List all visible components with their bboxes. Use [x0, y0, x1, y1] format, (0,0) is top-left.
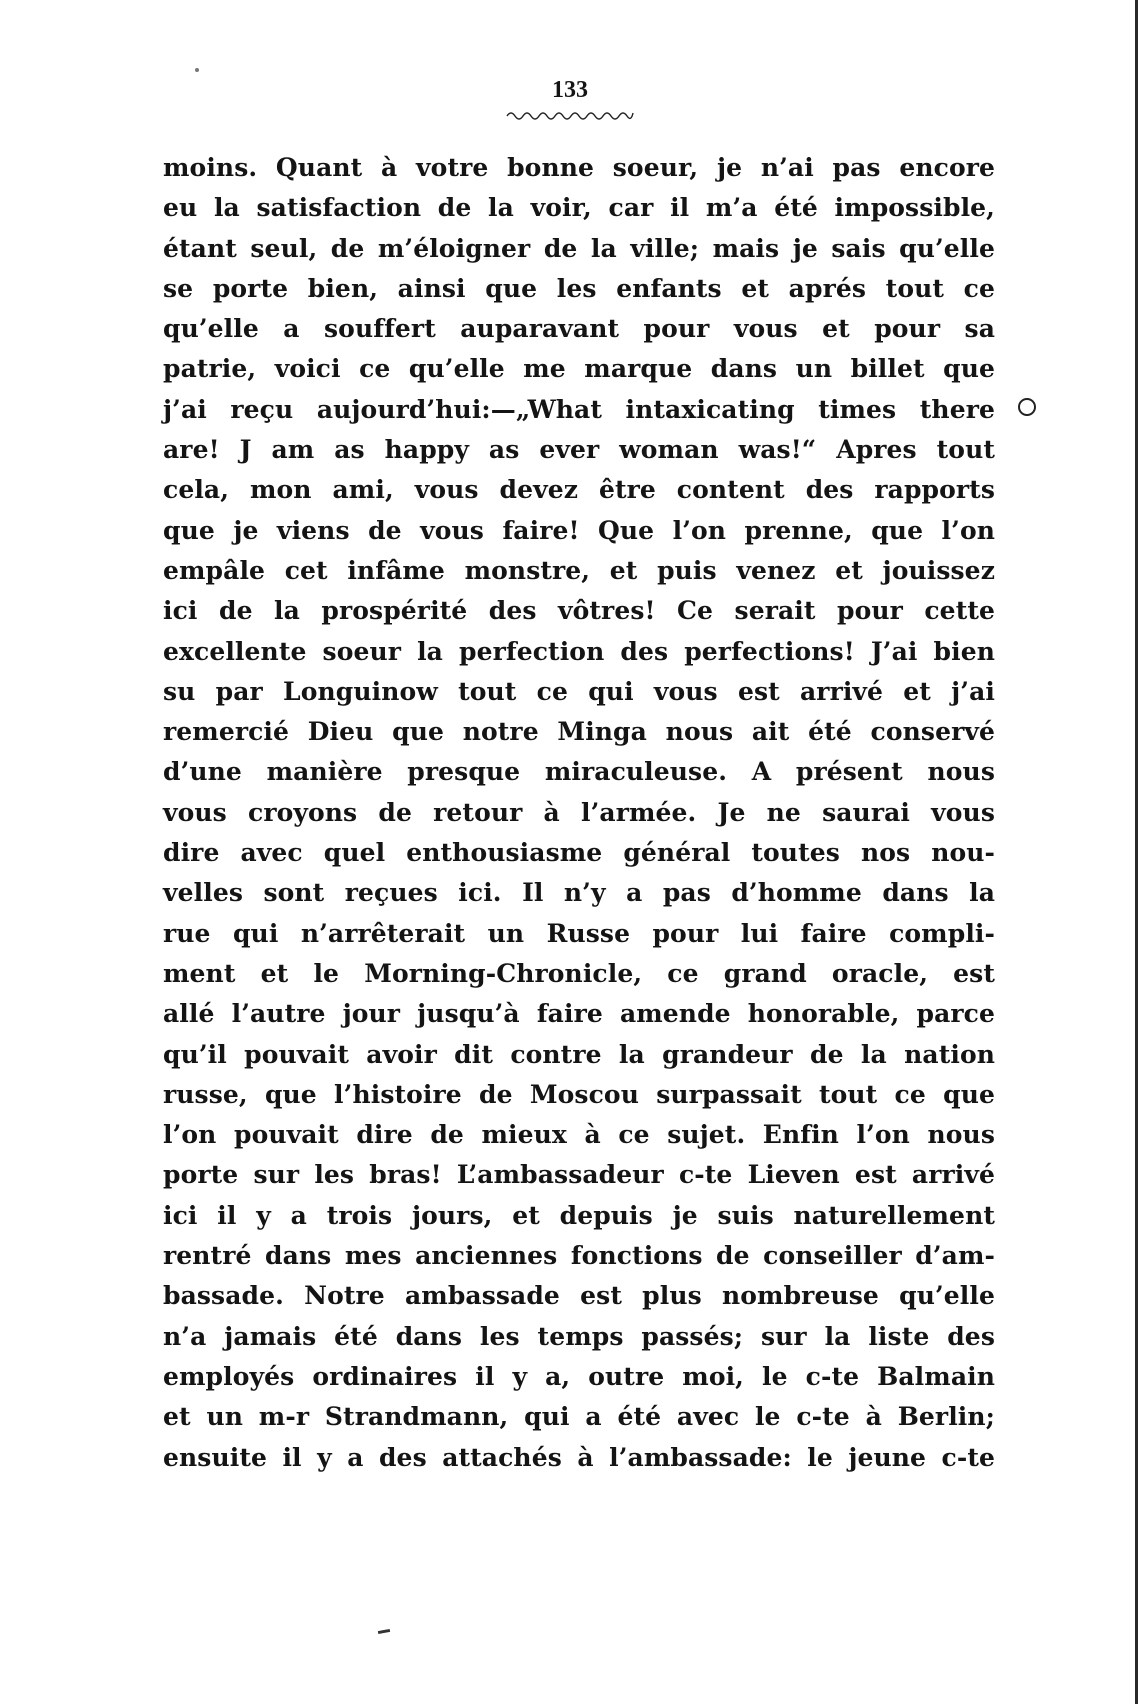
text-line: j’ai reçu aujourd’hui:—„What intaxicating times there — [163, 394, 995, 424]
print-speck — [195, 68, 199, 72]
text-line: n’a jamais été dans les temps passés; sur la liste des — [163, 1321, 995, 1351]
text-line: d’une manière presque miraculeuse. A présent nous — [163, 757, 995, 787]
text-line: vous croyons de retour à l’armée. Je ne saurai vous — [163, 797, 995, 827]
text-line: velles sont reçues ici. Il n’y a pas d’homme dans la — [163, 878, 995, 908]
text-line: bassade. Notre ambassade est plus nombreuse qu’elle — [163, 1281, 995, 1311]
text-line: su par Longuinow tout ce qui vous est arrivé et j’ai — [163, 676, 995, 706]
text-line: ici il y a trois jours, et depuis je suis naturellement — [163, 1200, 995, 1230]
text-line: dire avec quel enthousiasme général toutes nos nou- — [163, 838, 995, 868]
text-line: étant seul, de m’éloigner de la ville; mais je sais qu’elle — [163, 233, 995, 263]
text-line: excellente soeur la perfection des perfections! J’ai bien — [163, 636, 995, 666]
text-line: que je viens de vous faire! Que l’on prenne, que l’on — [163, 515, 995, 545]
text-line: eu la satisfaction de la voir, car il m’a été impossible, — [163, 193, 995, 223]
body-text — [163, 148, 995, 1478]
text-line: russe, que l’histoire de Moscou surpassait tout ce que — [163, 1079, 995, 1109]
page-number: 133 — [552, 77, 588, 103]
text-line: cela, mon ami, vous devez être content des rapports — [163, 475, 995, 505]
text-line: porte sur les bras! L’ambassadeur c-te Lieven est arrivé — [163, 1160, 995, 1190]
text-line: ici de la prospérité des vôtres! Ce serait pour cette — [163, 596, 995, 626]
text-line: remercié Dieu que notre Minga nous ait été conservé — [163, 717, 995, 747]
text-line: rentré dans mes anciennes fonctions de conseiller d’am- — [163, 1241, 995, 1271]
text-line: employés ordinaires il y a, outre moi, le c-te Balmain — [163, 1361, 995, 1391]
text-line: moins. Quant à votre bonne soeur, je n’ai pas encore — [163, 153, 995, 182]
text-line: are! J am as happy as ever woman was!“ Apres tout — [163, 435, 995, 465]
text-line: qu’il pouvait avoir dit contre la grandeur de la nation — [163, 1039, 995, 1069]
text-line: ensuite il y a des attachés à l’ambassade: le jeune c-te — [163, 1442, 995, 1472]
text-line: l’on pouvait dire de mieux à ce sujet. Enfin l’on nous — [163, 1120, 995, 1150]
print-dash-mark — [378, 1629, 390, 1634]
text-line: ment et le Morning-Chronicle, ce grand oracle, est — [163, 958, 995, 988]
text-line: se porte bien, ainsi que les enfants et aprés tout ce — [163, 273, 995, 303]
text-line: qu’elle a souffert auparavant pour vous et pour sa — [163, 314, 995, 344]
wavy-ornament-rule — [505, 108, 635, 120]
page-edge-rule — [1135, 0, 1138, 1704]
text-line: empâle cet infâme monstre, et puis venez et jouissez — [163, 555, 995, 585]
text-line: allé l’autre jour jusqu’à faire amende honorable, parce — [163, 999, 995, 1029]
text-line: et un m-r Strandmann, qui a été avec le c-te à Berlin; — [163, 1402, 995, 1432]
margin-circle-mark — [1018, 398, 1036, 416]
text-line: patrie, voici ce qu’elle me marque dans un billet que — [163, 354, 995, 384]
text-line: rue qui n’arrêterait un Russe pour lui faire compli- — [163, 918, 995, 948]
